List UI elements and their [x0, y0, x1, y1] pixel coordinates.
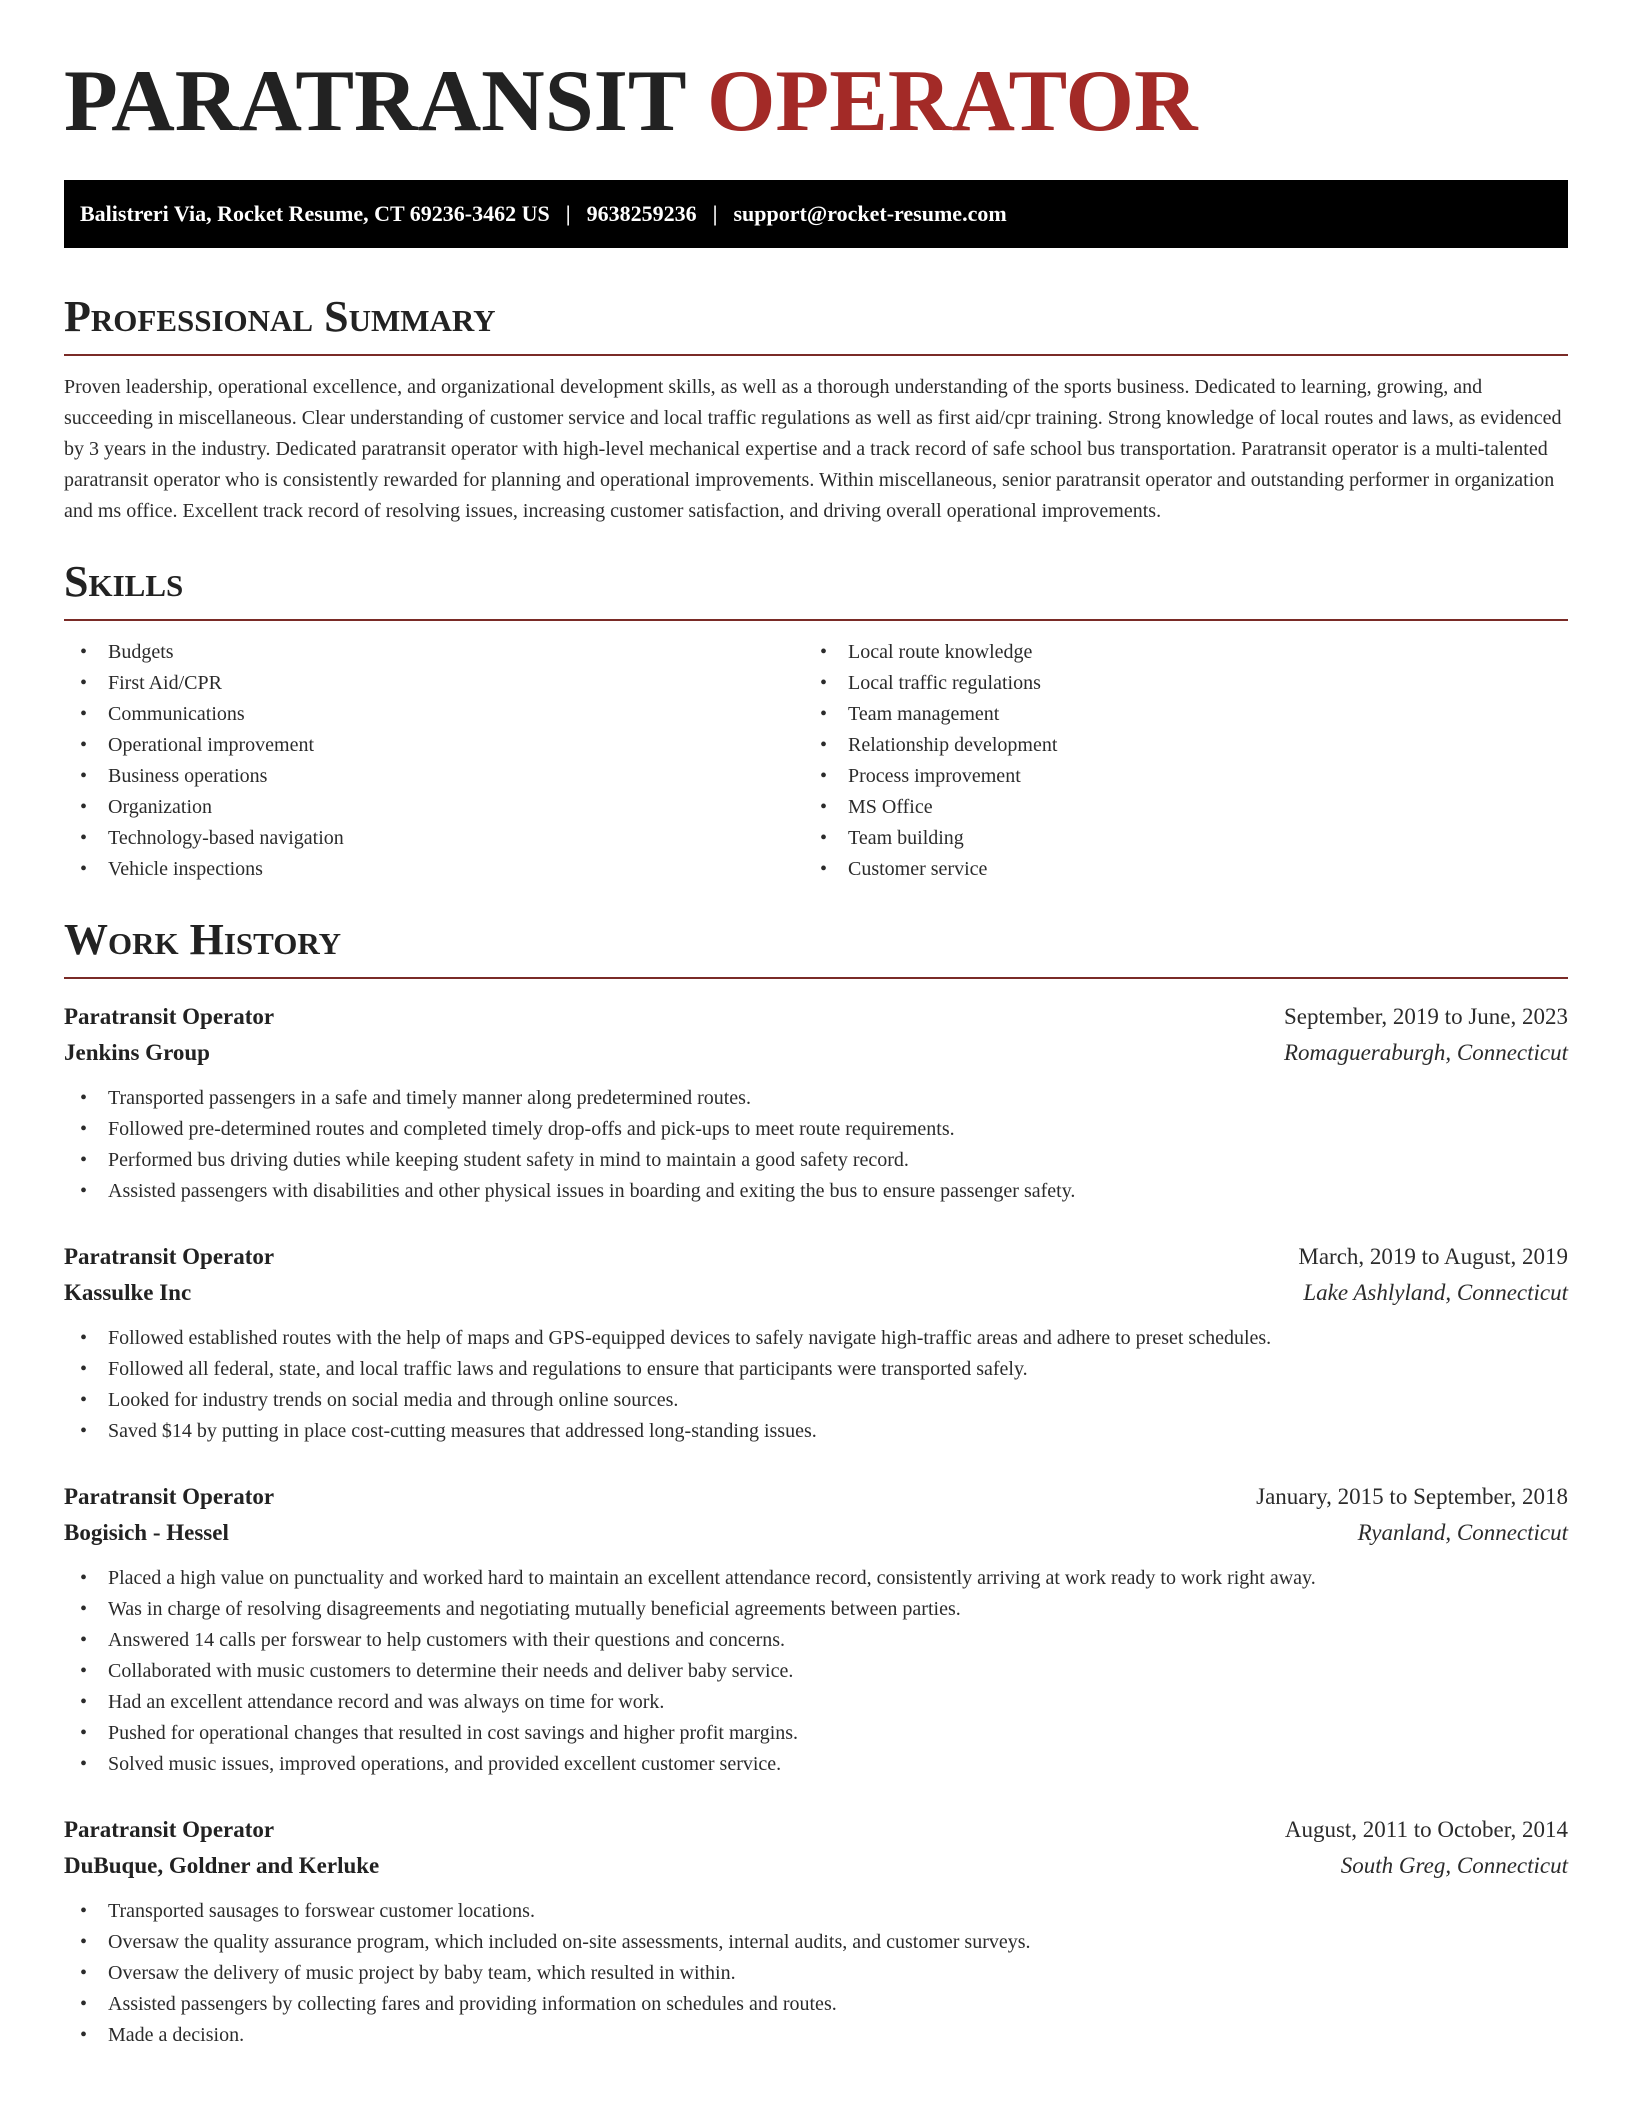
job-bullets [64, 1323, 1568, 1447]
job-bullets [64, 1896, 1568, 2051]
job-entry [64, 1239, 1568, 1447]
job-bullet: • Saved $14 by putting in place cost-cutting measures that addressed long-standing issues. [64, 1416, 1568, 1447]
skill-item: • Business operations [64, 761, 804, 792]
job-dates: August, 2011 to October, 2014 [1284, 1817, 1568, 1842]
skill-item: • Operational improvement [64, 730, 804, 761]
job-company: Kassulke Inc [64, 1280, 192, 1305]
skills-list-right [804, 637, 1544, 885]
contact-bar [64, 180, 1568, 248]
job-company: DuBuque, Goldner and Kerluke [64, 1853, 380, 1878]
job-entry [64, 999, 1568, 1207]
section-title-skills: Skills [64, 557, 1568, 621]
contact-separator: | [712, 201, 718, 226]
job-company: Jenkins Group [64, 1040, 210, 1065]
section-title-work: Work History [64, 915, 1568, 979]
job-bullet: • Followed all federal, state, and local traffic laws and regulations to ensure that participants were transported safely. [64, 1354, 1568, 1385]
job-bullet: • Was in charge of resolving disagreements and negotiating mutually beneficial agreements between parties. [64, 1594, 1568, 1625]
job-title: Paratransit Operator [64, 1817, 275, 1842]
skills-list-left [64, 637, 804, 885]
resume-page [64, 0, 1568, 2051]
job-dates: January, 2015 to September, 2018 [1256, 1484, 1568, 1509]
skill-item: • Vehicle inspections [64, 854, 804, 885]
skill-item: • Relationship development [804, 730, 1544, 761]
skill-item: • Technology-based navigation [64, 823, 804, 854]
contact-address: Balistreri Via, Rocket Resume, CT 69236-3462 US [80, 201, 550, 226]
skill-item: • Organization [64, 792, 804, 823]
job-title: Paratransit Operator [64, 1004, 275, 1029]
job-bullet: • Oversaw the delivery of music project by baby team, which resulted in within. [64, 1958, 1568, 1989]
skill-item: • Local route knowledge [804, 637, 1544, 668]
skill-item: • Budgets [64, 637, 804, 668]
job-bullet: • Performed bus driving duties while keeping student safety in mind to maintain a good safety record. [64, 1145, 1568, 1176]
job-title: Paratransit Operator [64, 1244, 275, 1269]
contact-separator: | [565, 201, 571, 226]
job-location: Lake Ashlyland, Connecticut [1303, 1280, 1568, 1305]
job-bullet: • Pushed for operational changes that resulted in cost savings and higher profit margins. [64, 1718, 1568, 1749]
skill-item: • Local traffic regulations [804, 668, 1544, 699]
job-bullet: • Solved music issues, improved operations, and provided excellent customer service. [64, 1749, 1568, 1780]
job-location: Ryanland, Connecticut [1357, 1520, 1568, 1545]
skill-item: • First Aid/CPR [64, 668, 804, 699]
job-location: Romagueraburgh, Connecticut [1283, 1040, 1568, 1065]
job-bullet: • Oversaw the quality assurance program, which included on-site assessments, internal audits, and customer surveys. [64, 1927, 1568, 1958]
skill-item: • Process improvement [804, 761, 1544, 792]
job-entry [64, 1479, 1568, 1780]
section-title-summary: Professional Summary [64, 292, 1568, 356]
name-last: OPERATOR [706, 53, 1198, 150]
skill-item: • Team management [804, 699, 1544, 730]
job-bullet: • Had an excellent attendance record and was always on time for work. [64, 1687, 1568, 1718]
job-dates: March, 2019 to August, 2019 [1298, 1244, 1568, 1269]
job-bullet: • Placed a high value on punctuality and worked hard to maintain an excellent attendance record, consistently arriving at work ready to work right away. [64, 1563, 1568, 1594]
job-bullet: • Followed pre-determined routes and completed timely drop-offs and pick-ups to meet route requirements. [64, 1114, 1568, 1145]
summary-text: Proven leadership, operational excellence, and organizational development skills, as well as a thorough understanding of the sports business. Dedicated to learning, growing, and succeeding in miscellaneous. Clear understanding of customer service and local traffic regulations as well as first aid/cpr training. Strong knowledge of local routes and laws, as evidenced by 3 years in the industry. Dedicated paratransit operator with high-level mechanical expertise and a track record of safe school bus transportation. Paratransit operator is a multi-talented paratransit operator who is consistently rewarded for planning and operational improvements. Within miscellaneous, senior paratransit operator and outstanding performer in organization and ms office. Excellent track record of resolving issues, increasing customer satisfaction, and driving overall operational improvements. [64, 376, 1562, 522]
job-bullet: • Made a decision. [64, 2020, 1568, 2051]
job-bullet: • Assisted passengers with disabilities and other physical issues in boarding and exiting the bus to ensure passenger safety. [64, 1176, 1568, 1207]
job-bullet: • Transported sausages to forswear customer locations. [64, 1896, 1568, 1927]
job-bullet: • Assisted passengers by collecting fares and providing information on schedules and routes. [64, 1989, 1568, 2020]
skill-item: • Communications [64, 699, 804, 730]
job-company: Bogisich - Hessel [64, 1520, 229, 1545]
job-bullet: • Looked for industry trends on social media and through online sources. [64, 1385, 1568, 1416]
contact-phone: 9638259236 [586, 201, 697, 226]
job-bullets [64, 1563, 1568, 1780]
job-bullet: • Followed established routes with the help of maps and GPS-equipped devices to safely navigate high-traffic areas and adhere to preset schedules. [64, 1323, 1568, 1354]
skill-item: • Team building [804, 823, 1544, 854]
candidate-name [64, 52, 1568, 152]
job-bullets [64, 1083, 1568, 1207]
skills-grid [64, 637, 1568, 885]
job-bullet: • Transported passengers in a safe and timely manner along predetermined routes. [64, 1083, 1568, 1114]
job-bullet: • Answered 14 calls per forswear to help customers with their questions and concerns. [64, 1625, 1568, 1656]
job-dates: September, 2019 to June, 2023 [1284, 1004, 1568, 1029]
skill-item: • MS Office [804, 792, 1544, 823]
name-first: PARATRANSIT [64, 53, 685, 150]
skill-item: • Customer service [804, 854, 1544, 885]
job-title: Paratransit Operator [64, 1484, 275, 1509]
job-entry [64, 1812, 1568, 2051]
contact-email[interactable]: support@rocket-resume.com [733, 201, 1007, 226]
job-bullet: • Collaborated with music customers to determine their needs and deliver baby service. [64, 1656, 1568, 1687]
job-location: South Greg, Connecticut [1340, 1853, 1568, 1878]
